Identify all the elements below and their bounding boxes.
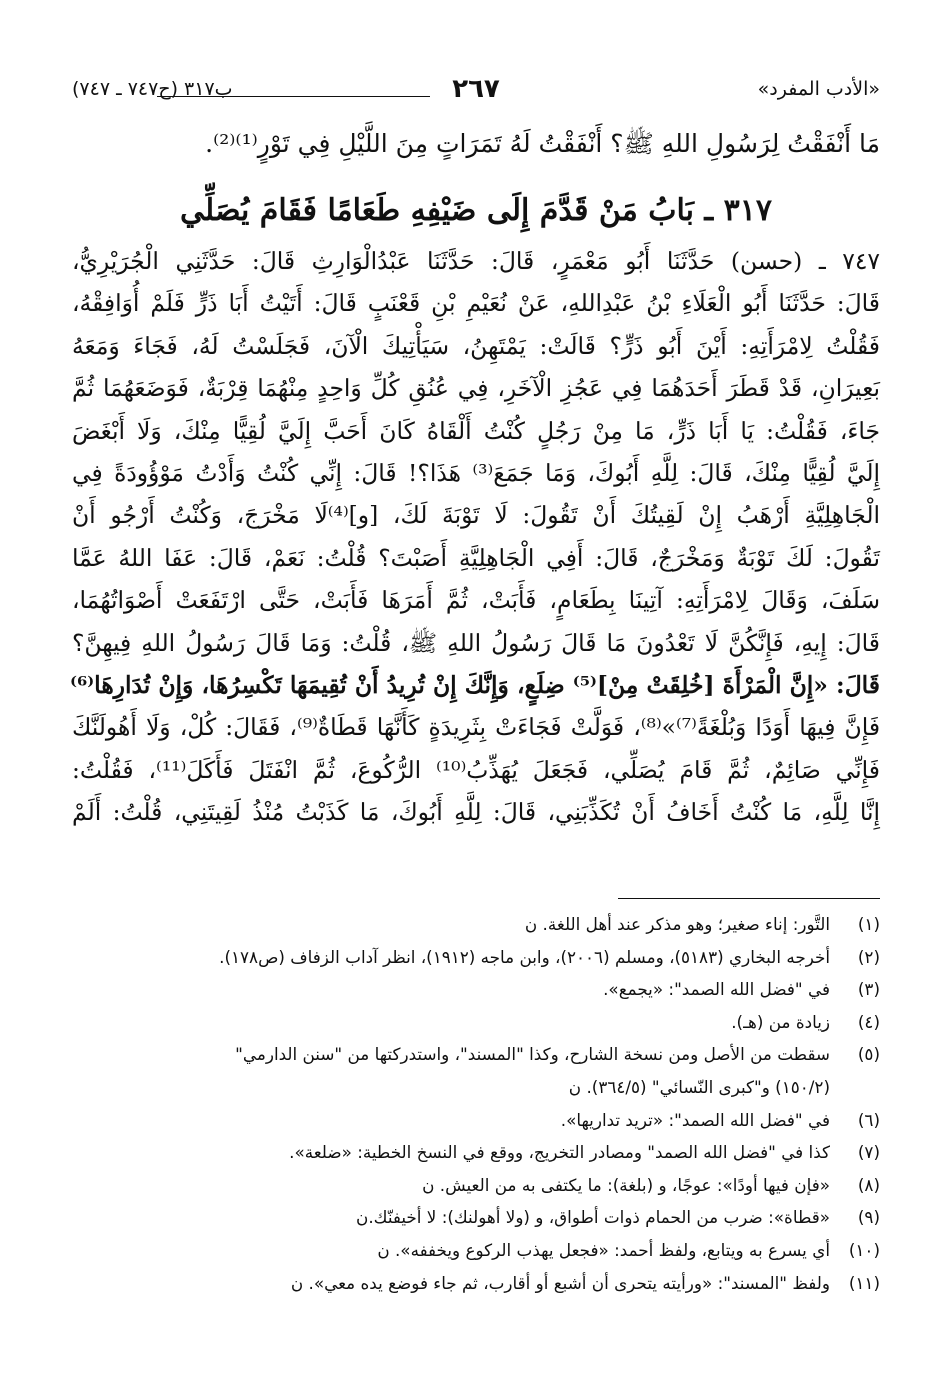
footnote-text: «قطاة»: ضرب من الحمام ذوات أطواق، و (ولا أهولنك): لا أخيفنّك.ن (356, 1207, 830, 1228)
footnote-number: (١١) (848, 1272, 880, 1293)
body-line: ٧٤٧ ـ (حسن) حَدَّثَنَا أَبُو مَعْمَرٍ، قَالَ: حَدَّثَنَا عَبْدُالْوَارِثِ قَالَ: حَدَّثَنِي الْجُرَيْرِيُّ، (72, 247, 880, 275)
footnote-text: زيادة من (هـ). (731, 1011, 830, 1032)
footnote-text: سقطت من الأصل ومن نسخة الشارح، وكذا "المسند"، واستدركتها من "سنن الدارمي" (235, 1044, 830, 1065)
body-line: إِنَّا لِلَّهِ، مَا كُنْتُ أَخَافُ أَنْ تُكَذِّبَنِي، قَالَ: لِلَّهِ أَبُوكَ، مَا كَذَبْتُ مُنْذُ لَقِيتَنِي، قُلْتُ: أَلَمْ (72, 798, 880, 827)
footnote-text: في "فضل الله الصمد": «يجمع». (603, 979, 830, 1000)
footnote (72, 973, 880, 1006)
footnote-number: (٧) (857, 1142, 880, 1163)
footnote-text: التَّور: إناء صغير؛ وهو مذكر عند أهل اللغة. ن (524, 914, 830, 934)
footnote-number: (٤) (857, 1011, 880, 1032)
hadith-body (72, 240, 880, 834)
footnote (72, 1201, 880, 1234)
footnote-number: (٥) (857, 1044, 880, 1065)
footnote-number: (١) (857, 914, 880, 934)
footnote (72, 1267, 880, 1300)
header-rule-left (290, 96, 430, 97)
body-line: قَالَ: إِيهِ، فَإِنَّكُنَّ لَا تَعْدُونَ مَا قَالَ رَسُولُ اللهِ ﷺ، قُلْتُ: وَمَا قَالَ رَسُولُ اللهِ فِيهِنَّ؟ (72, 628, 880, 657)
footnote (72, 1006, 880, 1039)
body-line: فَإِنَّ فِيهَا أَوَدًا وَبُلْغَةً⁽⁷⁾»⁽⁸⁾، فَوَلَّتْ فَجَاءَتْ بِثَرِيدَةٍ كَأَنَّهَا قَطَاةٌ⁽⁹⁾، فَقَالَ: كُلْ، وَلَا أَهُولَنَّكَ (72, 713, 881, 742)
footnote (72, 1169, 880, 1202)
footnote-text: أخرجه البخاري (٥١٨٣)، ومسلم (٢٠٠٦)، وابن ماجه (١٩١٢)، انظر آداب الزفاف (ص١٧٨). (219, 946, 830, 967)
footnote-text: «فإن فيها أودًا»: عوجًا، و (بلغة): ما يكتفى به من العيش. ن (422, 1174, 830, 1195)
footnote-separator (618, 898, 880, 899)
body-line: جَاءَ، فَقُلْتُ: يَا أَبَا ذَرٍّ، مَا مِنْ رَجُلٍ كُنْتُ أَلْقَاهُ كَانَ أَحَبَّ إِلَيَّ لُقِيًّا مِنْكَ، وَلَا أَبْغَضَ (72, 416, 880, 445)
body-line: الْجَاهِلِيَّةِ أَرْهَبُ إِنْ لَقِيتُكَ أَنْ تَقُولَ: لَا تَوْبَةَ لَكَ، [و]⁽⁴⁾لَا مَخْرَجَ، وَكُنْتُ أَرْجُو أَنْ (72, 501, 880, 530)
body-line: قَالَ: حَدَّثَنَا أَبُو الْعَلَاءِ بْنُ عَبْدِاللهِ، عَنْ نُعَيْمِ بْنِ قَعْنَبٍ قَالَ: أَتَيْتُ أَبَا ذَرٍّ فَلَمْ أُوَافِقْهُ، (72, 289, 880, 318)
book-title: «الأدب المفرد» (757, 78, 880, 100)
footnote-text: في "فضل الله الصمد": «تريد تداريها». (560, 1109, 830, 1130)
body-line: تَقُولَ: لَكَ تَوْبَةٌ وَمَخْرَجٌ، قَالَ: أَفِي الْجَاهِلِيَّةِ أَصَبْتَ؟ قُلْتُ: نَعَمْ، قَالَ: عَفَا اللهُ عَمَّا (72, 543, 880, 572)
footnote-text: أي يسرع به ويتابع، ولفظ أحمد: «فجعل يهذب الركوع ويخففه». ن (377, 1239, 830, 1260)
footnote-number: (٩) (857, 1207, 880, 1228)
footnotes (72, 908, 880, 1299)
page-number: ٢٦٧ (452, 74, 500, 104)
footnote (72, 941, 880, 974)
footnote-continuation: (١٥٠/٢) و"كبرى النّسائي" (٣٦٤/٥). ن (568, 1076, 830, 1097)
chapter-heading: ٣١٧ ـ بَابُ مَنْ قَدَّمَ إِلَى ضَيْفِهِ طَعَامًا فَقَامَ يُصَلِّي (180, 193, 772, 228)
page-header (72, 74, 880, 108)
footnote (72, 1104, 880, 1137)
continued-text: مَا أَنْفَقْتُ لِرَسُولِ اللهِ ﷺ؟ أَنْفَقْتُ لَهُ تَمَرَاتٍ مِنَ اللَّيْلِ فِي تَوْرٍ⁽¹⁾⁽²⁾. (205, 129, 880, 158)
body-line: فَإِنِّي صَائِمٌ، ثُمَّ قَامَ يُصَلِّي، فَجَعَلَ يُهَذِّبُ⁽¹⁰⁾ الرُّكُوعَ، ثُمَّ انْفَتَلَ فَأَكَلَ⁽¹¹⁾، فَقُلْتُ: (72, 755, 880, 784)
body-line: سَلَفَ، وَقَالَ لِامْرَأَتِهِ: آتِينَا بِطَعَامٍ، فَأَبَتْ، ثُمَّ أَمَرَهَا فَأَبَتْ، حَتَّى ارْتَفَعَتْ أَصْوَاتُهُمَا، (72, 586, 880, 615)
footnote (72, 1234, 880, 1267)
footnote-number: (١٠) (848, 1239, 880, 1260)
footnote-number: (٨) (857, 1174, 880, 1195)
header-rule-right (157, 96, 292, 97)
footnote-number: (٦) (857, 1109, 880, 1130)
body-line: فَقُلْتُ لِامْرَأَتِهِ: أَيْنَ أَبُو ذَرٍّ؟ قَالَتْ: يَمْتَهِنُ، سَيَأْتِيكَ الْآنَ، فَجَلَسْتُ لَهُ، فَجَاءَ وَمَعَهُ (72, 331, 880, 360)
section-reference: ب٣١٧ (ح٧٤٧ ـ ٧٤٧) (72, 78, 233, 100)
footnote (72, 1038, 880, 1071)
footnote-number: (٢) (857, 946, 880, 967)
footnote (72, 1136, 880, 1169)
footnote-text: ولفظ "المسند": «ورأيته يتحرى أن أشبع أو أقارب، ثم جاء فوضع يده معي». ن (290, 1272, 830, 1293)
body-line: بَعِيرَانِ، قَدْ قَطَرَ أَحَدَهُمَا فِي عَجُزِ الْآخَرِ، فِي عُنُقِ كُلِّ وَاحِدٍ مِنْهُمَا قِرْبَةٌ، فَوَضَعَهُمَا ثُمَّ (72, 374, 880, 403)
body-line-quote: قَالَ: «إِنَّ الْمَرْأَةَ [خُلِقَتْ مِنْ]⁽⁵⁾ ضِلَعٍ، وَإِنَّكَ إِنْ تُرِيدُ أَنْ تُقِيمَهَا تَكْسِرُهَا، وَإِنْ تُدَارِهَا⁽⁶⁾ (70, 671, 880, 700)
footnote (72, 908, 880, 941)
body-line: إِلَيَّ لُقِيًّا مِنْكَ، قَالَ: لِلَّهِ أَبُوكَ، وَمَا جَمَعَ⁽³⁾ هَذَا؟! قَالَ: إِنِّي كُنْتُ وَأَدْتُ مَوْؤُودَةً فِي (72, 459, 880, 488)
footnote-number: (٣) (857, 979, 880, 1000)
footnote-text: كذا في "فضل الله الصمد" ومصادر التخريج، ووقع في النسخ الخطية: «ضلعة». (289, 1142, 830, 1163)
